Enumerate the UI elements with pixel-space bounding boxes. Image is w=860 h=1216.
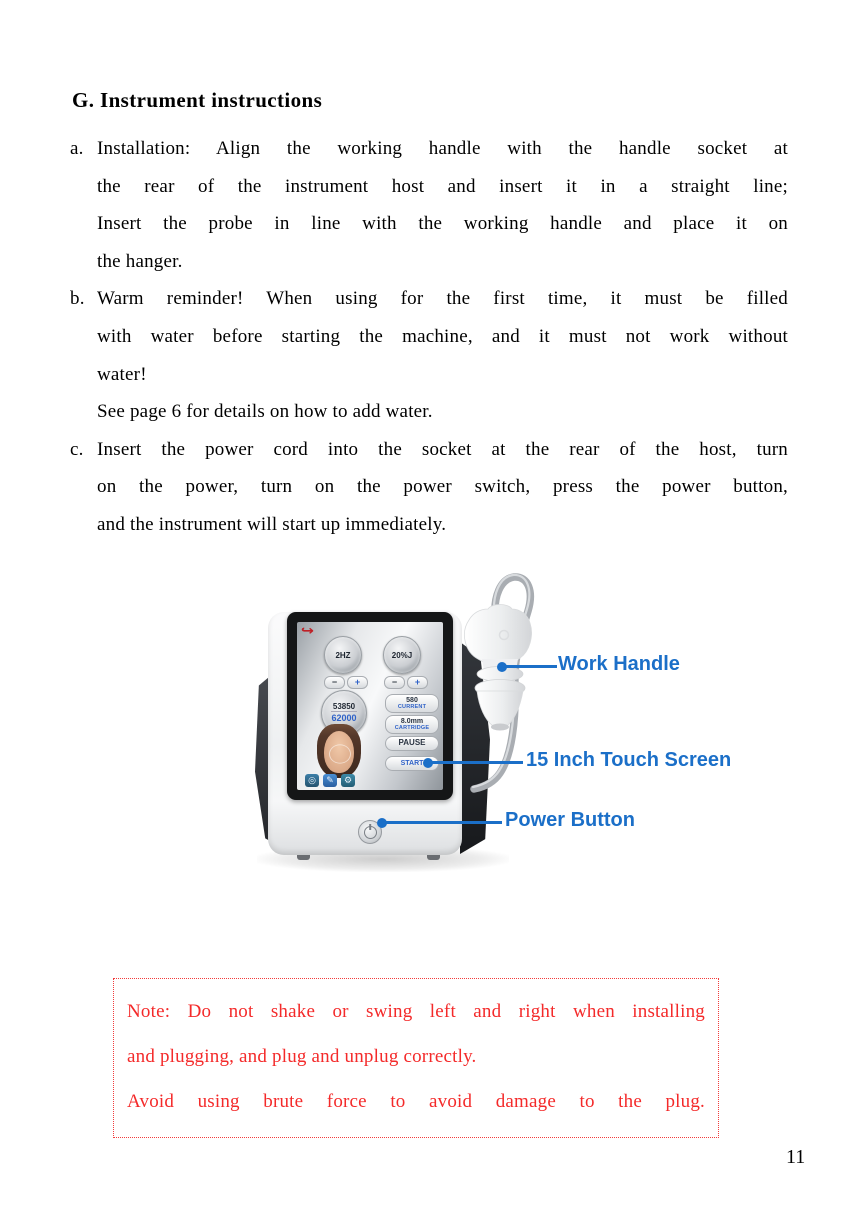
instruction-line: the rear of the instrument host and insert it in a straight line;: [97, 175, 788, 197]
pause-label: PAUSE: [398, 738, 426, 748]
instruction-line: water!: [97, 363, 147, 385]
current-value: 580: [406, 696, 418, 704]
face-illustration: [317, 724, 361, 778]
instruction-row: [70, 243, 790, 281]
list-marker: [70, 168, 97, 206]
instruction-line: on the power, turn on the power switch, press the power button,: [97, 476, 788, 498]
instruction-row: [70, 318, 790, 356]
instruction-line: the hanger.: [97, 250, 183, 272]
instruction-line: Installation: Align the working handle with the handle socket at: [97, 138, 788, 159]
list-marker: [70, 468, 97, 506]
section-heading: G. Instrument instructions: [72, 88, 323, 112]
list-marker: a.: [70, 138, 84, 159]
instruction-list: [70, 130, 790, 544]
note-line: Note: Do not shake or swing left and right when installing: [127, 1001, 705, 1022]
cartridge-value: 8.0mm: [400, 717, 424, 725]
handle-tip: [491, 724, 509, 731]
start-label: START: [400, 759, 424, 767]
power-button-callout-line: [385, 821, 502, 824]
instruction-line: Warm reminder! When using for the first time, it must be filled: [97, 288, 788, 310]
touch-screen-callout-line: [431, 761, 523, 764]
plus-button: +: [347, 676, 368, 689]
minus-button: −: [324, 676, 345, 689]
counter-top-value: 53850: [332, 702, 356, 712]
instruction-line: Insert the power cord into the socket at the rear of the host, turn: [97, 438, 788, 460]
list-marker: [70, 506, 97, 544]
handle-bulb: [464, 605, 531, 665]
list-marker: b.: [70, 288, 85, 310]
page-number: 11: [786, 1146, 806, 1168]
instruction-row: [70, 280, 790, 318]
instruction-row: [70, 168, 790, 206]
instruction-line: and the instrument will start up immediately.: [97, 513, 447, 535]
note-line: Avoid using brute force to avoid damage to the plug.: [127, 1091, 705, 1112]
instruction-row: [70, 393, 790, 431]
instruction-line: See page 6 for details on how to add water.: [97, 401, 433, 423]
power-icon: [364, 826, 377, 839]
plus-button: +: [407, 676, 428, 689]
handpiece-tool-icon: ✎: [323, 774, 337, 787]
device-figure: [255, 558, 735, 898]
list-marker: [70, 318, 97, 356]
note-line: and plugging, and plug and unplug correctly.: [127, 1046, 477, 1067]
list-marker: c.: [70, 438, 84, 460]
work-handle-callout-line: [505, 665, 557, 668]
list-marker: [70, 243, 97, 281]
touch-screen-label: 15 Inch Touch Screen: [526, 749, 732, 771]
warning-note-box: [113, 978, 719, 1138]
current-label: CURRENT: [397, 704, 427, 711]
work-handle-label: Work Handle: [558, 653, 680, 675]
minus-button: −: [384, 676, 405, 689]
instruction-row: [70, 506, 790, 544]
instruction-line: Insert the probe in line with the working handle and place it on: [97, 213, 788, 235]
frequency-dial: 2HZ: [324, 636, 362, 674]
list-marker: [70, 356, 97, 394]
instruction-row: [70, 431, 790, 469]
list-marker: [70, 393, 97, 431]
current-button: [385, 694, 439, 713]
instruction-row: [70, 468, 790, 506]
instruction-line: with water before starting the machine, and it must not work without: [97, 325, 788, 347]
settings-gear-icon: ⚙: [341, 774, 355, 787]
counter-bottom-value: 62000: [331, 713, 357, 724]
energy-dial: 20%J: [383, 636, 421, 674]
red-arrow-icon: ↪: [300, 624, 314, 639]
instruction-row: [70, 356, 790, 394]
pause-button: [385, 736, 439, 751]
power-button-label: Power Button: [505, 809, 635, 831]
face-treatment-lines: [329, 744, 351, 763]
instruction-row: [70, 130, 790, 168]
instruction-row: [70, 205, 790, 243]
list-marker: [70, 205, 97, 243]
cartridge-label: CARTRIDGE: [394, 725, 430, 732]
cartridge-button: [385, 715, 439, 734]
gauge-icon: ◎: [305, 774, 319, 787]
touch-screen: [297, 622, 443, 790]
